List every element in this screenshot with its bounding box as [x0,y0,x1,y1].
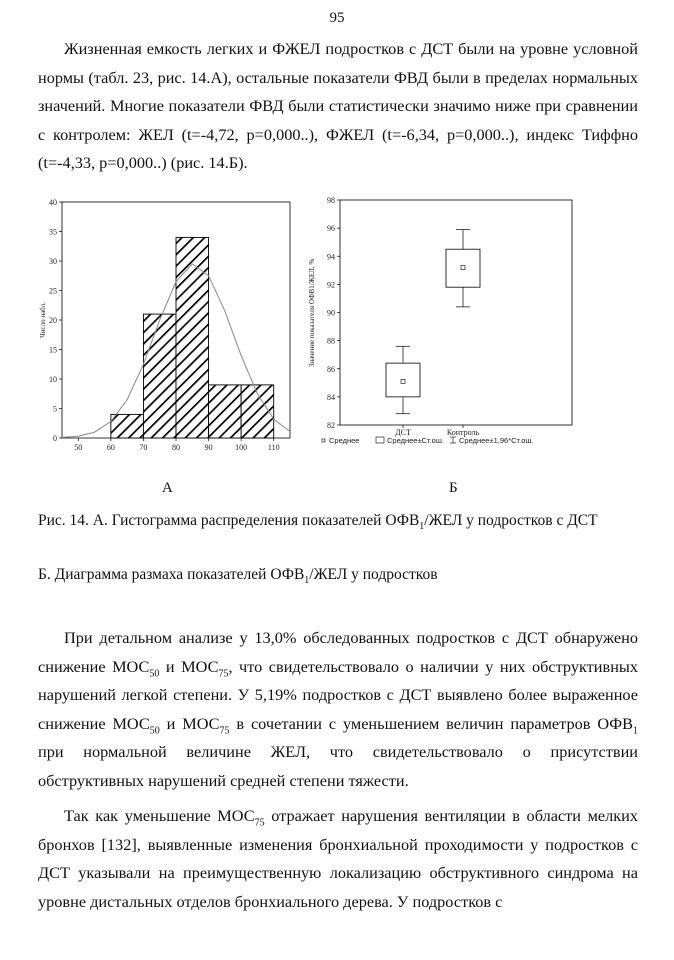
box-plot-y-axis-label: Значение показателя ОФВ1/ЖЕЛ, % [308,258,316,368]
box-plot-y-tick-label: 98 [327,196,335,205]
figure-caption-a: Рис. 14. А. Гистограмма распределения показателей $ОФВ_1$/ЖЕЛ у подростков с ДСТ [38,512,598,533]
histogram-y-tick-label: 15 [49,345,57,355]
legend-mean-marker [322,439,325,442]
box-rect [386,363,420,397]
histogram-x-tick-label: 80 [172,443,180,452]
legend-box-label: Среднее±Ст.ош. [387,436,444,445]
legend-box-marker [376,437,384,443]
legend-mean-label: Среднее [329,436,360,445]
box-plot-frame [340,200,572,425]
histogram-bar [143,314,176,438]
histogram-y-tick-label: 5 [53,404,57,414]
histogram-bar [111,414,144,438]
box-rect [446,249,480,287]
legend-whisker-label: Среднее±1,96*Ст.ош. [459,436,534,445]
box-plot-legend [322,436,533,445]
box-plot-y-tick-label: 84 [327,392,335,402]
histogram-y-axis-label: Число набл. [39,302,47,338]
box-plot-chart [300,194,580,458]
histogram-x-tick-label: 90 [204,443,213,452]
box-plot-y-tick-label: 90 [327,308,335,318]
histogram-y-tick-label: 10 [49,375,57,384]
paragraph-2: При детальном анализе у 13,0% обследованных подростков с ДСТ обнаружено снижение $МОС_{50}$ и $МОС_{75}$, что свидетельствовало о наличии у них обструктивных нарушений легкой степени. У 5,19% подростков с ДСТ выявлено более выраженное снижение $МОС_{50}$ и $МОС_{75}$ в сочетании с уменьшением величин параметров $ОФВ_1$ при нормальной величине ЖЕЛ, что свидетельствовало о присутствии обструктивных нарушений средней степени тяжести. [38,628,638,790]
box-plot-y-tick-label: 86 [327,364,335,374]
histogram-y-tick-label: 40 [49,198,57,207]
histogram-x-tick-label: 50 [74,443,83,452]
histogram-x-tick-label: 110 [267,443,280,452]
legend-whisker-marker [450,437,456,443]
histogram-x-tick-label: 60 [106,443,115,452]
paragraph-3: Так как уменьшение $МОС_{75}$ отражает нарушения вентиляции в области мелких бронхов [132], выявленные изменения бронхиальной проходимости у подростков с ДСТ указывали на преимущественную локализацию обструктивного синдрома на уровне дистальных отделов бронхиального дерева. У подростков с [38,806,638,911]
histogram-x-tick-label: 70 [139,443,148,452]
histogram-y-tick-label: 20 [49,316,57,325]
page-number: 95 [329,10,345,26]
histogram-y-tick-label: 25 [49,286,57,296]
histogram-bar [209,385,242,438]
histogram-y-tick-label: 0 [53,434,57,443]
histogram-y-tick-label: 35 [49,227,57,237]
histogram-bar [176,237,209,438]
histogram-chart [30,196,292,464]
histogram-y-tick-label: 30 [49,257,57,266]
panel-label-a: А [162,480,173,496]
box-plot-category-label: ДСТ [395,428,411,437]
histogram-x-tick-label: 100 [235,443,248,452]
box-plot-y-tick-label: 94 [327,252,335,262]
box-plot-y-tick-label: 96 [327,224,335,234]
box-plot-category-label: Контроль [446,428,480,437]
box-plot-y-tick-label: 82 [327,421,335,430]
panel-label-b: Б [449,480,458,496]
box-plot-y-tick-label: 92 [327,280,335,290]
figure-caption-b: Б. Диаграмма размаха показателей $ОФВ_1$/ЖЕЛ у подростков [38,566,438,587]
box-plot-y-tick-label: 88 [327,336,335,346]
paragraph-1: Жизненная емкость легких и ФЖЕЛ подростков с ДСТ были на уровне условной нормы (табл. 23, рис. 14.А), остальные показатели ФВД были в пределах нормальных значений. Многие показатели ФВД были статистически значимо ниже при сравнении с контролем: ЖЕЛ (t=-4,72, p=0,000..), ФЖЕЛ (t=-6,34, p=0,000..), индекс Тиффно (t=-4,33, p=0,000..) (рис. 14.Б). [38,39,638,173]
